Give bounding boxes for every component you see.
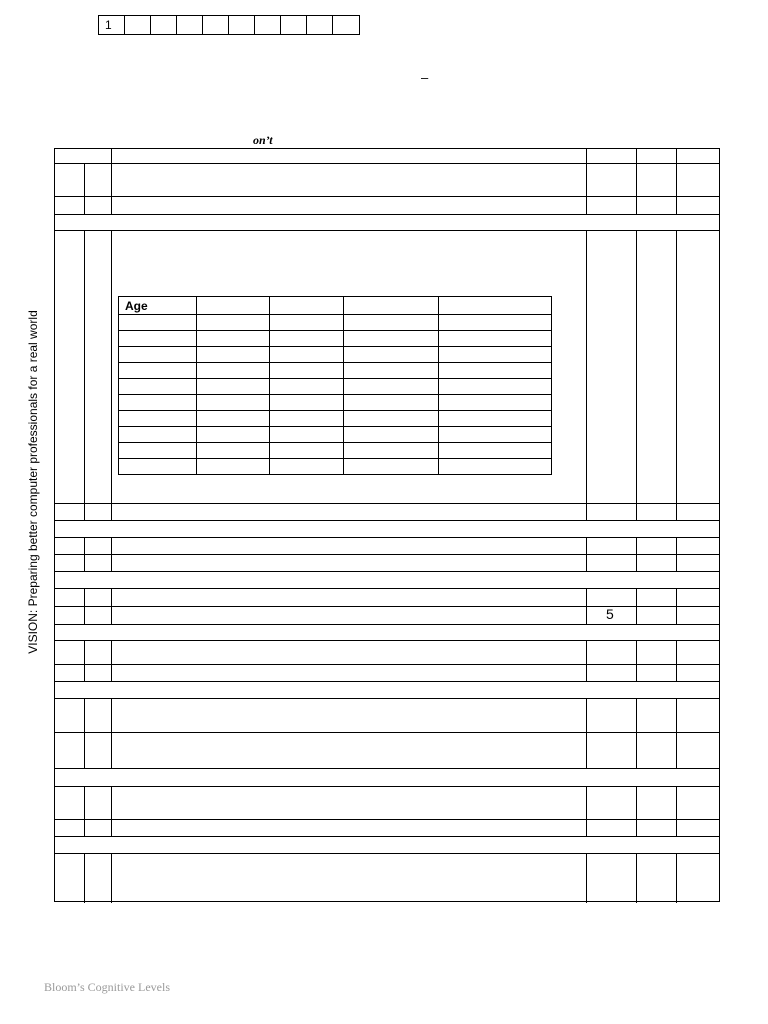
table-cell <box>119 411 197 427</box>
footer-bloom-levels: Bloom’s Cognitive Levels <box>44 980 170 994</box>
table-row <box>119 411 552 427</box>
table-cell <box>439 379 552 395</box>
table-cell <box>439 363 552 379</box>
instruction-fragment: on’t <box>253 133 273 147</box>
table-cell <box>344 395 439 411</box>
table-cell <box>344 427 439 443</box>
table-cell <box>439 411 552 427</box>
roll-box <box>177 16 203 34</box>
roll-box <box>203 16 229 34</box>
table-cell <box>270 347 344 363</box>
table-header-row <box>119 297 552 315</box>
roll-box <box>151 16 177 34</box>
table-cell <box>197 315 270 331</box>
table-row <box>119 427 552 443</box>
table-cell <box>344 347 439 363</box>
header-dash: – <box>421 70 429 85</box>
table-cell <box>439 443 552 459</box>
table-cell <box>119 379 197 395</box>
table-cell <box>270 395 344 411</box>
table-cell <box>197 443 270 459</box>
table-cell <box>344 379 439 395</box>
age-header: Age <box>119 297 197 315</box>
table-row <box>119 379 552 395</box>
table-cell <box>270 363 344 379</box>
table-cell <box>119 315 197 331</box>
table-cell <box>270 427 344 443</box>
table-cell <box>270 443 344 459</box>
table-cell <box>119 459 197 475</box>
table-cell <box>344 331 439 347</box>
table-cell <box>270 379 344 395</box>
table-cell <box>344 443 439 459</box>
table-cell <box>439 347 552 363</box>
table-cell <box>119 347 197 363</box>
roll-box <box>281 16 307 34</box>
table-cell <box>197 411 270 427</box>
table-cell <box>270 331 344 347</box>
table-cell <box>439 315 552 331</box>
table-cell <box>197 347 270 363</box>
table-cell <box>439 459 552 475</box>
roll-box <box>229 16 255 34</box>
roll-box <box>125 16 151 34</box>
marks-value: 5 <box>606 606 614 622</box>
table-cell <box>119 363 197 379</box>
roll-box <box>333 16 359 34</box>
table-cell <box>197 331 270 347</box>
table-row <box>119 315 552 331</box>
roll-box <box>255 16 281 34</box>
table-cell <box>270 459 344 475</box>
table-cell <box>439 427 552 443</box>
table-cell <box>344 411 439 427</box>
table-cell <box>439 395 552 411</box>
column-header <box>270 297 344 315</box>
table-cell <box>119 395 197 411</box>
table-cell <box>119 331 197 347</box>
table-cell <box>439 331 552 347</box>
table-cell <box>344 363 439 379</box>
roll-box: 1 <box>99 16 125 34</box>
column-header <box>439 297 552 315</box>
age-table <box>118 296 552 475</box>
table-cell <box>270 315 344 331</box>
column-header <box>197 297 270 315</box>
table-cell <box>344 459 439 475</box>
table-row <box>119 395 552 411</box>
table-cell <box>197 459 270 475</box>
question-table <box>54 148 720 902</box>
table-cell <box>197 427 270 443</box>
table-row <box>119 363 552 379</box>
table-cell <box>119 443 197 459</box>
table-row <box>119 347 552 363</box>
vision-statement: VISION: Preparing better computer professionals for a real world <box>26 310 40 654</box>
table-row <box>119 331 552 347</box>
table-row <box>119 443 552 459</box>
table-cell <box>197 395 270 411</box>
table-cell <box>344 315 439 331</box>
column-header <box>344 297 439 315</box>
roll-box <box>307 16 333 34</box>
table-row <box>119 459 552 475</box>
table-cell <box>197 363 270 379</box>
roll-number-boxes <box>98 15 360 35</box>
table-cell <box>119 427 197 443</box>
table-cell <box>270 411 344 427</box>
table-cell <box>197 379 270 395</box>
